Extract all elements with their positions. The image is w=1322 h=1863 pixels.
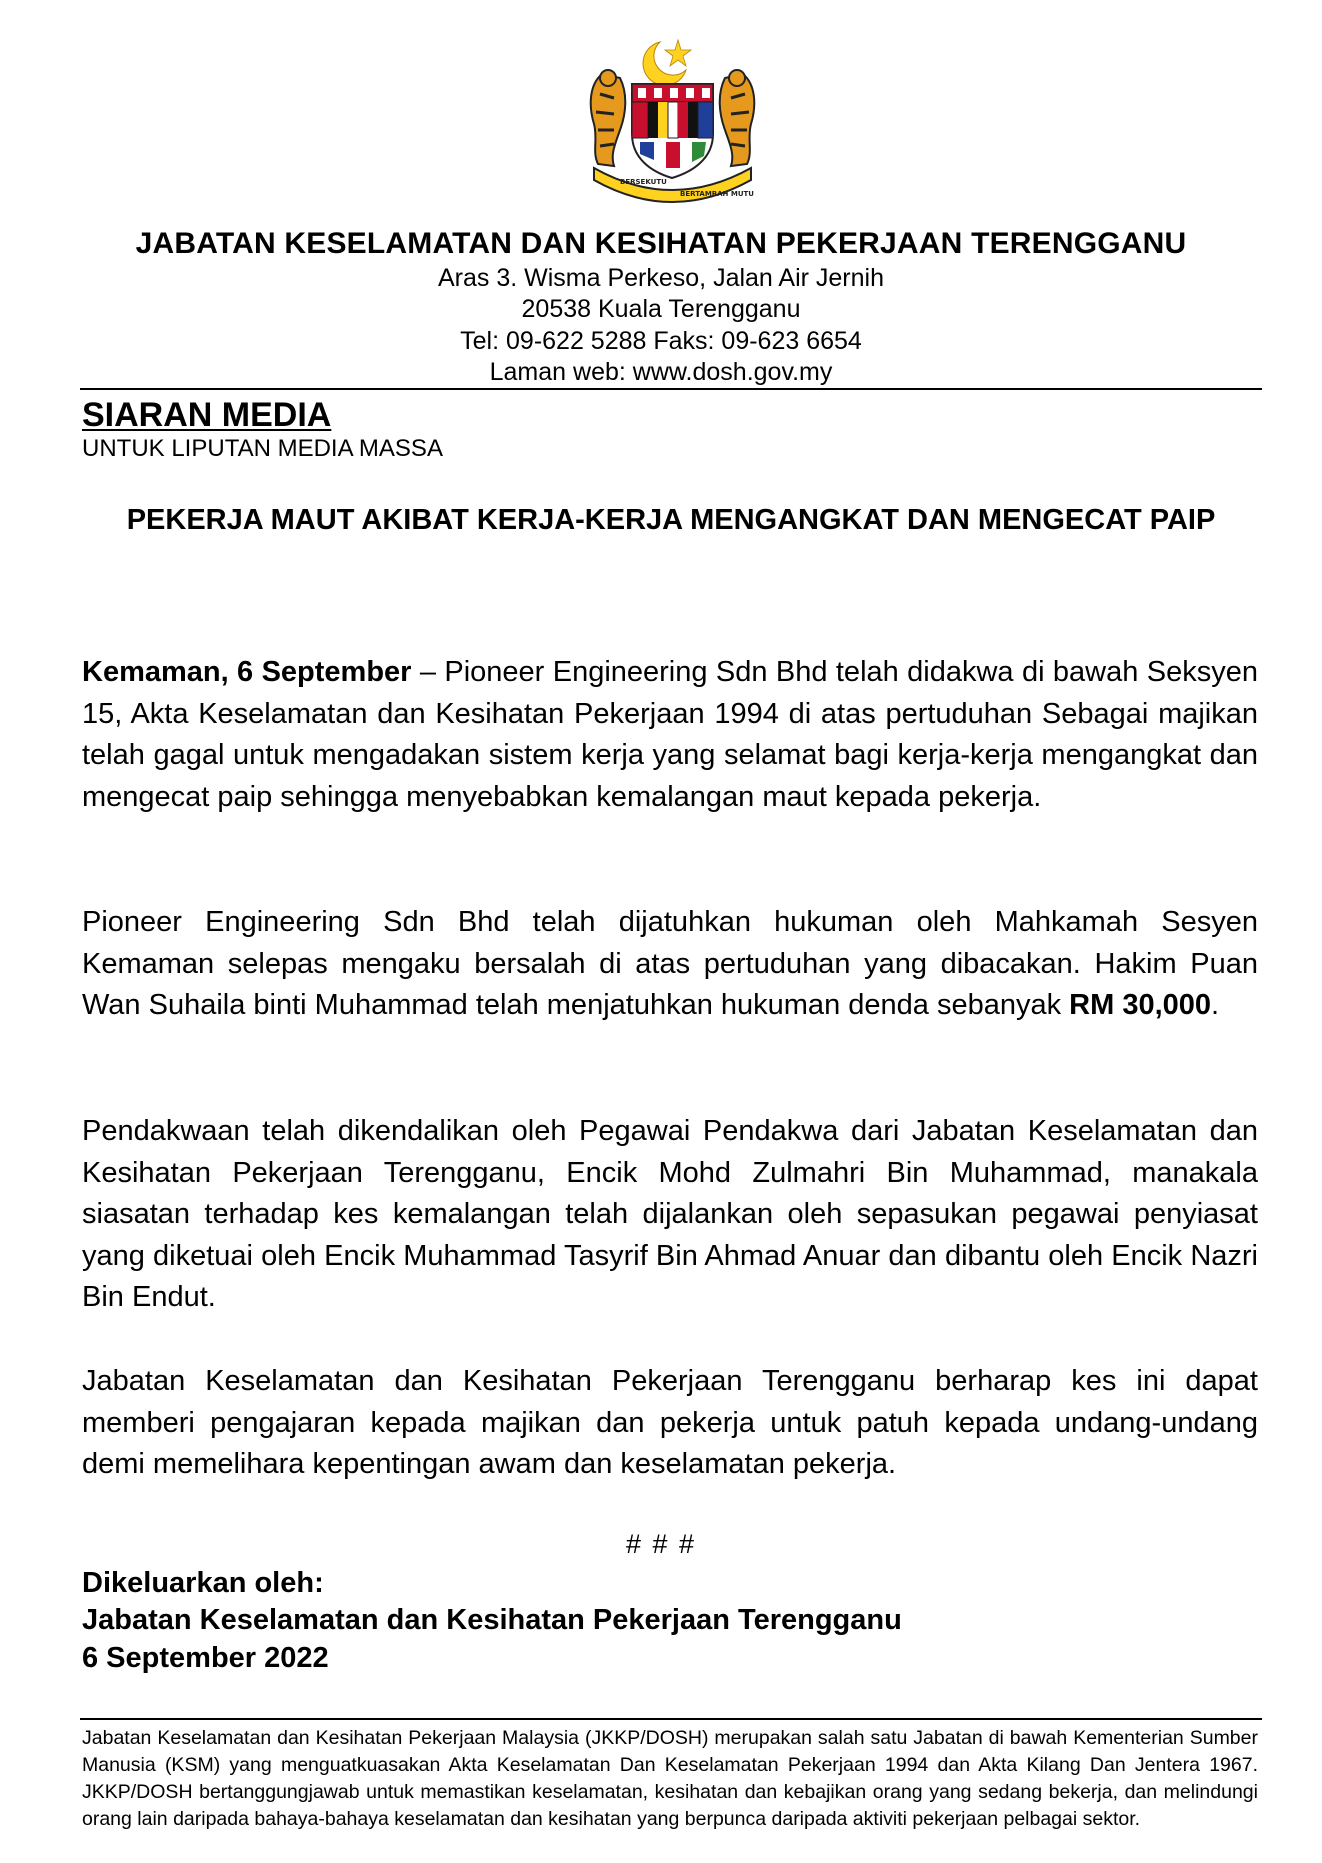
media-release-subheading: UNTUK LIPUTAN MEDIA MASSA: [82, 435, 443, 462]
paragraph-3: Pendakwaan telah dikendalikan oleh Pegawai Pendakwa dari Jabatan Keselamatan dan Kesihatan Pekerjaan Terengganu, Encik Mohd Zulmahri Bin Muhammad, manakala siasatan terhadap kes kemalangan telah dijalankan oleh sepasukan pegawai penyiasat yang diketuai oleh Encik Muhammad Tasyrif Bin Ahmad Anuar dan dibantu oleh Encik Nazri Bin Endut.: [82, 1115, 1258, 1313]
paragraph-1: [82, 652, 1258, 818]
dateline: Kemaman, 6 September: [82, 656, 412, 688]
press-release-title: PEKERJA MAUT AKIBAT KERJA-KERJA MENGANGKAT DAN MENGECAT PAIP: [126, 504, 1216, 536]
paragraph-2-end: .: [1211, 989, 1220, 1021]
address-line-2: 20538 Kuala Terengganu: [521, 295, 801, 323]
media-release-heading: SIARAN MEDIA: [82, 396, 332, 434]
footer-note: Jabatan Keselamatan dan Kesihatan Pekerjaan Malaysia (JKKP/DOSH) merupakan salah satu Jabatan di bawah Kementerian Sumber Manusia (KSM) yang menguatkuasakan Akta Keselamatan Dan Keselamatan Pekerjaan 1994 dan Akta Kilang Dan Jentera 1967. JKKP/DOSH bertanggungjawab untuk memastikan keselamatan, kesihatan dan kebajikan orang yang sedang bekerja, dan melindungi orang lain daripada bahaya-bahaya keselamatan dan kesihatan yang berpunca daripada aktiviti pekerjaan pelbagai sektor.: [82, 1727, 1258, 1830]
agency-name: JABATAN KESELAMATAN DAN KESIHATAN PEKERJAAN TERENGGANU: [135, 227, 1187, 260]
paragraph-4: Jabatan Keselamatan dan Kesihatan Pekerjaan Terengganu berharap kes ini dapat memberi pengajaran kepada majikan dan pekerja untuk patuh kepada undang-undang demi memelihara kepentingan awam dan keselamatan pekerja.: [82, 1365, 1258, 1480]
address-line-1: Aras 3. Wisma Perkeso, Jalan Air Jernih: [438, 264, 884, 292]
crest-motto-right: BERTAMBAH MUTU: [680, 190, 754, 198]
issue-date: 6 September 2022: [82, 1642, 329, 1674]
issued-by-label: Dikeluarkan oleh:: [82, 1567, 324, 1599]
paragraph-2-text: Pioneer Engineering Sdn Bhd telah dijatuhkan hukuman oleh Mahkamah Sesyen Kemaman selepas mengaku bersalah di atas pertuduhan yang dibacakan. Hakim Puan Wan Suhaila binti Muhammad telah menjatuhkan hukuman denda sebanyak: [82, 906, 1258, 1021]
end-mark: # # #: [625, 1529, 697, 1559]
footer-divider: [80, 1718, 1262, 1720]
malaysia-coat-of-arms-icon: [580, 34, 765, 204]
crest-motto-left: BERSEKUTU: [620, 178, 667, 186]
website-line: Laman web: www.dosh.gov.my: [489, 358, 833, 386]
paragraph-2: [82, 902, 1258, 1027]
issued-by-agency: Jabatan Keselamatan dan Kesihatan Pekerjaan Terengganu: [82, 1604, 902, 1636]
header-divider: [80, 388, 1262, 390]
fine-amount: RM 30,000: [1069, 989, 1212, 1021]
paragraph-1-text: – Pioneer Engineering Sdn Bhd telah didakwa di bawah Seksyen 15, Akta Keselamatan dan Kesihatan Pekerjaan 1994 di atas pertuduhan Sebagai majikan telah gagal untuk mengadakan sistem kerja yang selamat bagi kerja-kerja mengangkat dan mengecat paip sehingga menyebabkan kemalangan maut kepada pekerja.: [82, 656, 1258, 813]
contact-numbers: Tel: 09-622 5288 Faks: 09-623 6654: [460, 327, 862, 355]
